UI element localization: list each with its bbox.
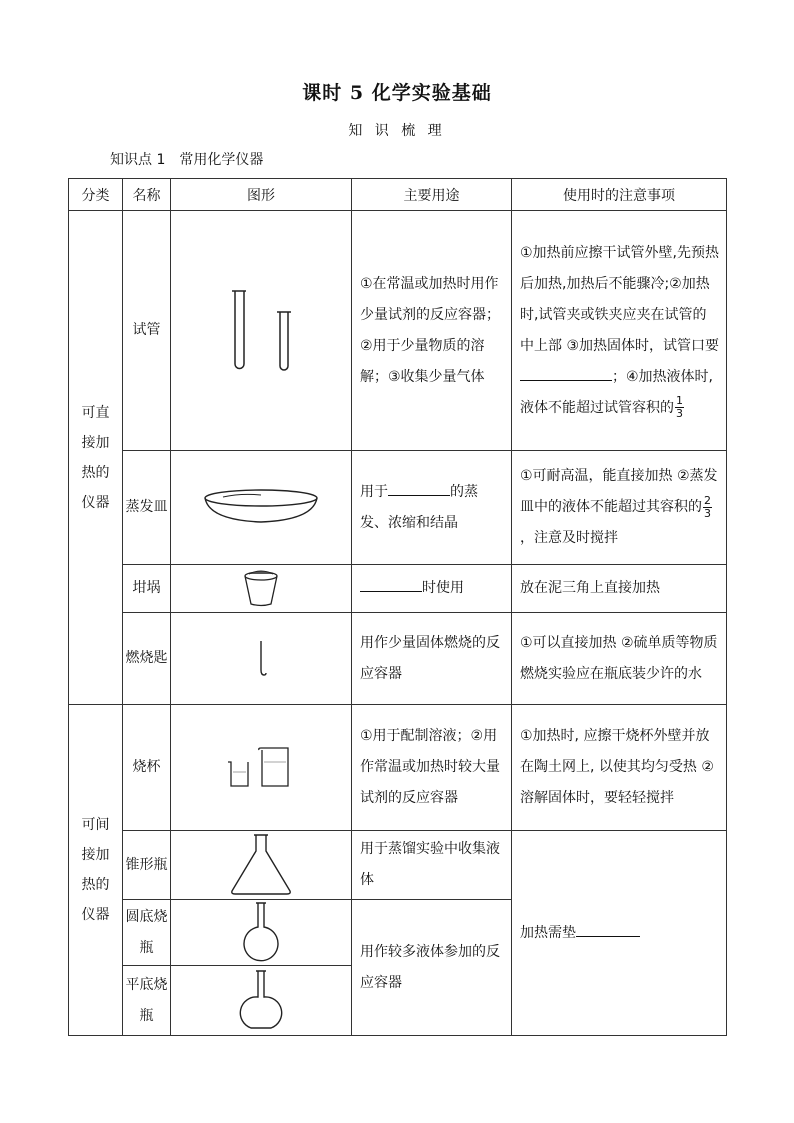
table-row [69, 211, 727, 451]
conical-flask-use: 用于蒸馏实验中收集液体 [352, 831, 512, 900]
beaker-notes: ①加热时, 应擦干烧杯外壁并放在陶土网上, 以使其均匀受热 ②溶解固体时，要轻轻搅拌 [512, 705, 727, 831]
evaporating-dish-use: 用于 的蒸发、浓缩和结晶 [352, 451, 512, 565]
test-tube-notes: ①加热前应擦干试管外壁,先预热后加热,加热后不能骤冷;②加热时,试管夹或铁夹应夹在试管的中上部 ③加热固体时，试管口要；④加热液体时,液体不能超过试管容积的 $\frac{1}{3}$ [512, 211, 727, 451]
table-header-row [69, 179, 727, 211]
evaporating-dish-notes: ①可耐高温，能直接加热 ②蒸发皿中的液体不能超过其容积的 $\frac{2}{3}$ ，注意及时搅拌 [512, 451, 727, 565]
table-row [69, 451, 727, 565]
table-row [69, 831, 727, 900]
section-heading [110, 149, 263, 169]
page-subtitle: 知 识 梳 理 [348, 123, 446, 139]
section-title: 常用化学仪器 [179, 152, 264, 168]
instrument-table [68, 178, 727, 1036]
instrument-name: 蒸发皿 [123, 451, 171, 565]
flask-use: 用作较多液体参加的反应容器 [352, 900, 512, 1036]
instrument-name: 燃烧匙 [123, 613, 171, 705]
beaker-use: ①用于配制溶液；②用作常温或加热时较大量试剂的反应容器 [352, 705, 512, 831]
flask-shared-notes: 加热需垫 [512, 831, 727, 1036]
evaporating-dish-figure [171, 451, 352, 565]
test-tube-figure [171, 211, 352, 451]
beaker-figure [171, 705, 352, 831]
header-notes: 使用时的注意事项 [512, 179, 727, 211]
header-use: 主要用途 [352, 179, 512, 211]
category-indirect-heat: 可间 接加 热的 仪器 [69, 705, 123, 1036]
conical-flask-figure [171, 831, 352, 900]
flat-bottom-flask-figure [171, 966, 352, 1036]
table-row [69, 705, 727, 831]
instrument-name: 试管 [123, 211, 171, 451]
table-row [69, 613, 727, 705]
round-bottom-flask-figure [171, 900, 352, 966]
combustion-spoon-notes: ①可以直接加热 ②硫单质等物质燃烧实验应在瓶底装少许的水 [512, 613, 727, 705]
instrument-name: 锥形瓶 [123, 831, 171, 900]
fraction-two-thirds: $\frac{2}{3}$ [704, 493, 711, 520]
header-category: 分类 [69, 179, 123, 211]
combustion-spoon-use: 用作少量固体燃烧的反应容器 [352, 613, 512, 705]
page-title: 课时 5 化学实验基础 [302, 82, 492, 104]
header-figure: 图形 [171, 179, 352, 211]
instrument-name: 平底烧瓶 [123, 966, 171, 1036]
instrument-name: 烧杯 [123, 705, 171, 831]
instrument-name: 圆底烧瓶 [123, 900, 171, 966]
test-tube-use: ①在常温或加热时用作少量试剂的反应容器；②用于少量物质的溶解；③收集少量气体 [352, 211, 512, 451]
table-row [69, 565, 727, 613]
category-direct-heat: 可直 接加 热的 仪器 [69, 211, 123, 705]
crucible-use: 时使用 [352, 565, 512, 613]
instrument-name: 坩埚 [123, 565, 171, 613]
fraction-one-third: $\frac{1}{3}$ [676, 394, 683, 420]
combustion-spoon-figure [171, 613, 352, 705]
header-name: 名称 [123, 179, 171, 211]
crucible-figure [171, 565, 352, 613]
crucible-notes: 放在泥三角上直接加热 [512, 565, 727, 613]
section-number: 知识点 1 [110, 152, 166, 168]
